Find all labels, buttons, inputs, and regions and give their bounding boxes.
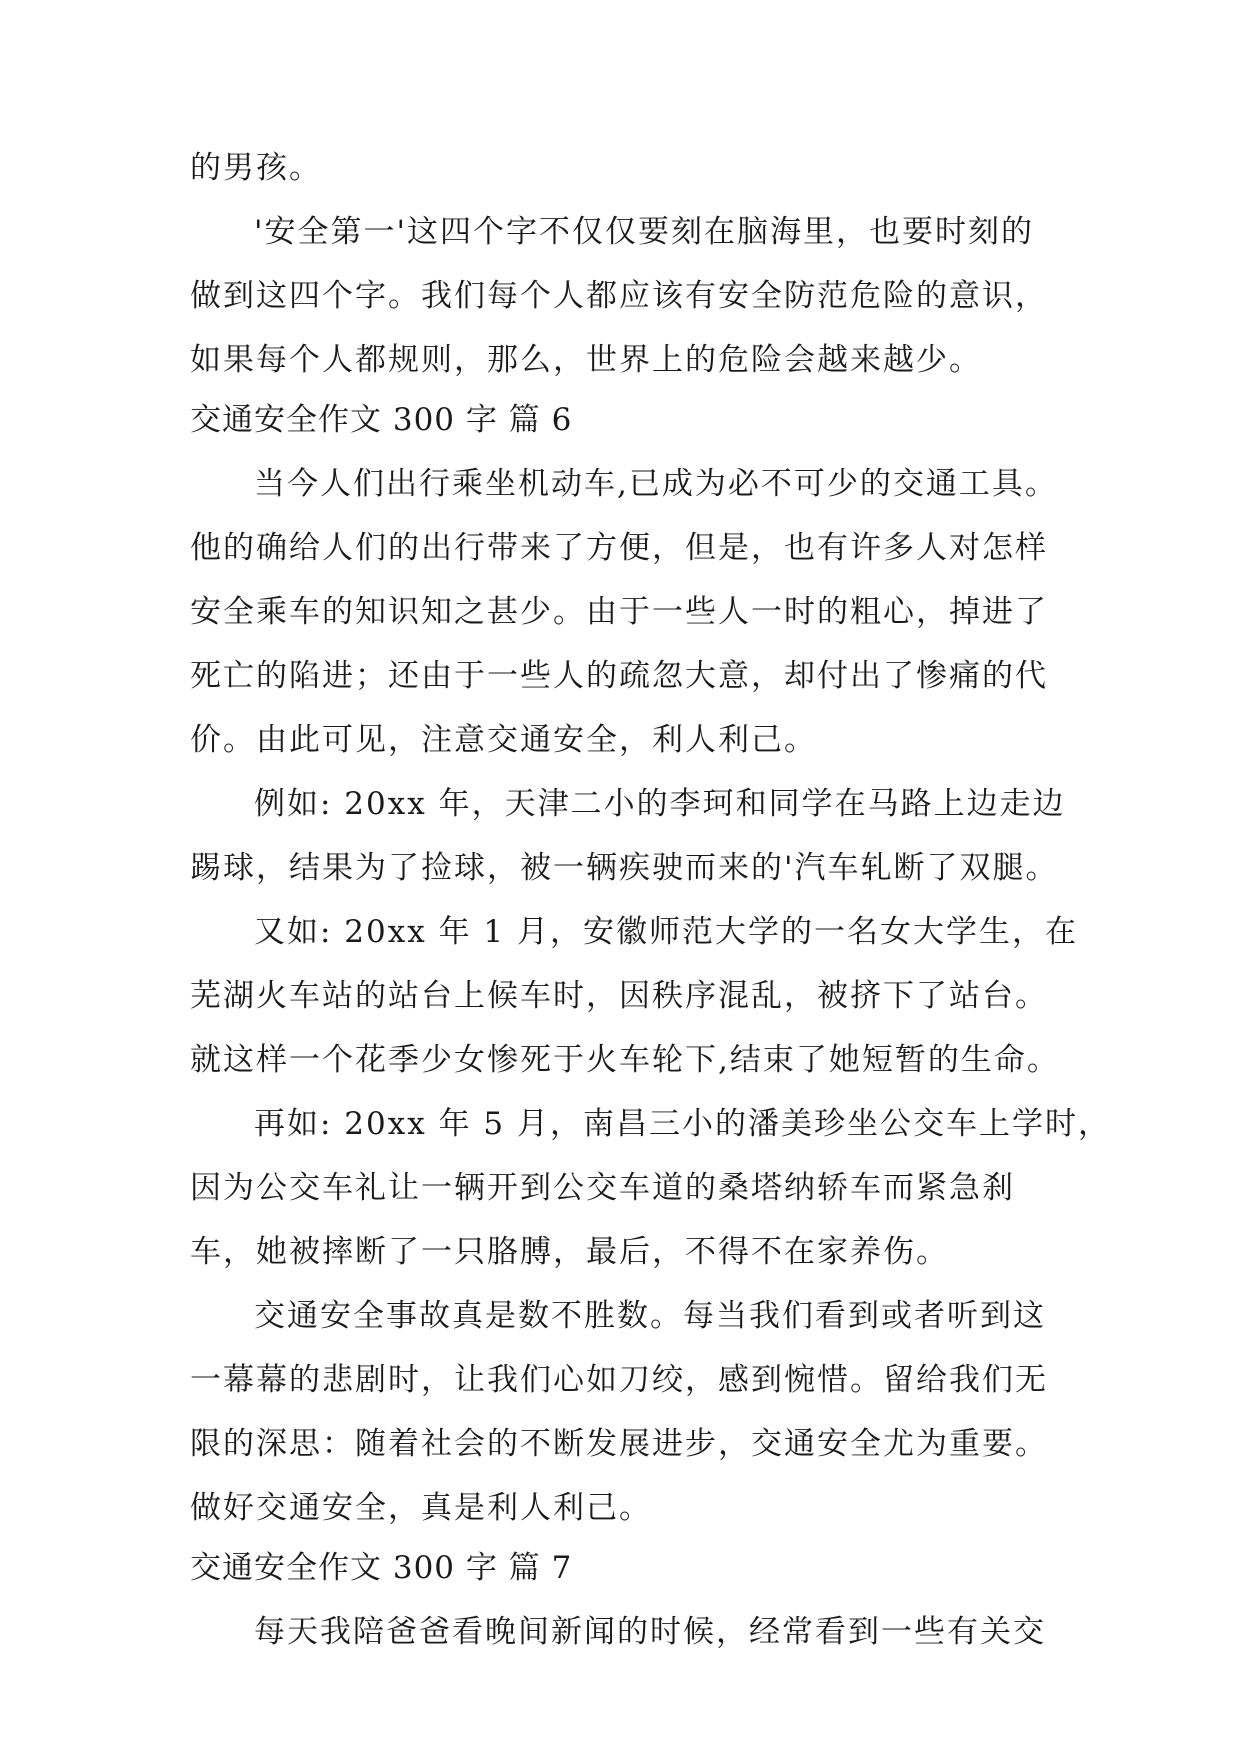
section-heading: 交通安全作文 300 字 篇 6 bbox=[190, 402, 573, 438]
paragraph-line: 再如: 20xx 年 5 月，南昌三小的潘美珍坐公交车上学时， bbox=[254, 1106, 1111, 1142]
paragraph-line: 又如: 20xx 年 1 月，安徽师范大学的一名女大学生，在 bbox=[254, 914, 1078, 950]
paragraph-line: 就这样一个花季少女惨死于火车轮下,结束了她短暂的生命。 bbox=[190, 1042, 1060, 1078]
paragraph-line: 他的确给人们的出行带来了方便，但是，也有许多人对怎样 bbox=[190, 530, 1048, 566]
paragraph-line: 一幕幕的悲剧时，让我们心如刀绞，感到惋惜。留给我们无 bbox=[190, 1362, 1048, 1398]
paragraph-line: 价。由此可见，注意交通安全，利人利己。 bbox=[190, 722, 817, 758]
paragraph-line: 车，她被摔断了一只胳膊，最后，不得不在家养伤。 bbox=[190, 1234, 949, 1270]
paragraph-line: 踢球，结果为了捡球，被一辆疾驶而来的'汽车轧断了双腿。 bbox=[190, 850, 1059, 886]
paragraph-line: 如果每个人都规则，那么，世界上的危险会越来越少。 bbox=[190, 342, 982, 378]
paragraph-line: 例如: 20xx 年，天津二小的李珂和同学在马路上边走边 bbox=[254, 786, 1066, 822]
paragraph-line: 安全乘车的知识知之甚少。由于一些人一时的粗心，掉进了 bbox=[190, 594, 1048, 630]
paragraph-line: 当今人们出行乘坐机动车,已成为必不可少的交通工具。 bbox=[254, 466, 1058, 502]
paragraph-line: 每天我陪爸爸看晚间新闻的时候，经常看到一些有关交 bbox=[254, 1614, 1046, 1650]
paragraph-line: 死亡的陷进；还由于一些人的疏忽大意，却付出了惨痛的代 bbox=[190, 658, 1048, 694]
paragraph-line: 的男孩。 bbox=[190, 150, 322, 186]
paragraph-line: 交通安全事故真是数不胜数。每当我们看到或者听到这 bbox=[254, 1298, 1046, 1334]
paragraph-line: 做到这四个字。我们每个人都应该有安全防范危险的意识， bbox=[190, 278, 1048, 314]
paragraph-line: 做好交通安全，真是利人利己。 bbox=[190, 1490, 652, 1526]
paragraph-line: 限的深思：随着社会的不断发展进步，交通安全尤为重要。 bbox=[190, 1426, 1048, 1462]
paragraph-line: 芜湖火车站的站台上候车时，因秩序混乱，被挤下了站台。 bbox=[190, 978, 1048, 1014]
section-heading: 交通安全作文 300 字 篇 7 bbox=[190, 1550, 573, 1586]
paragraph-line: '安全第一'这四个字不仅仅要刻在脑海里，也要时刻的 bbox=[254, 214, 1035, 250]
paragraph-line: 因为公交车礼让一辆开到公交车道的桑塔纳轿车而紧急刹 bbox=[190, 1170, 1015, 1206]
